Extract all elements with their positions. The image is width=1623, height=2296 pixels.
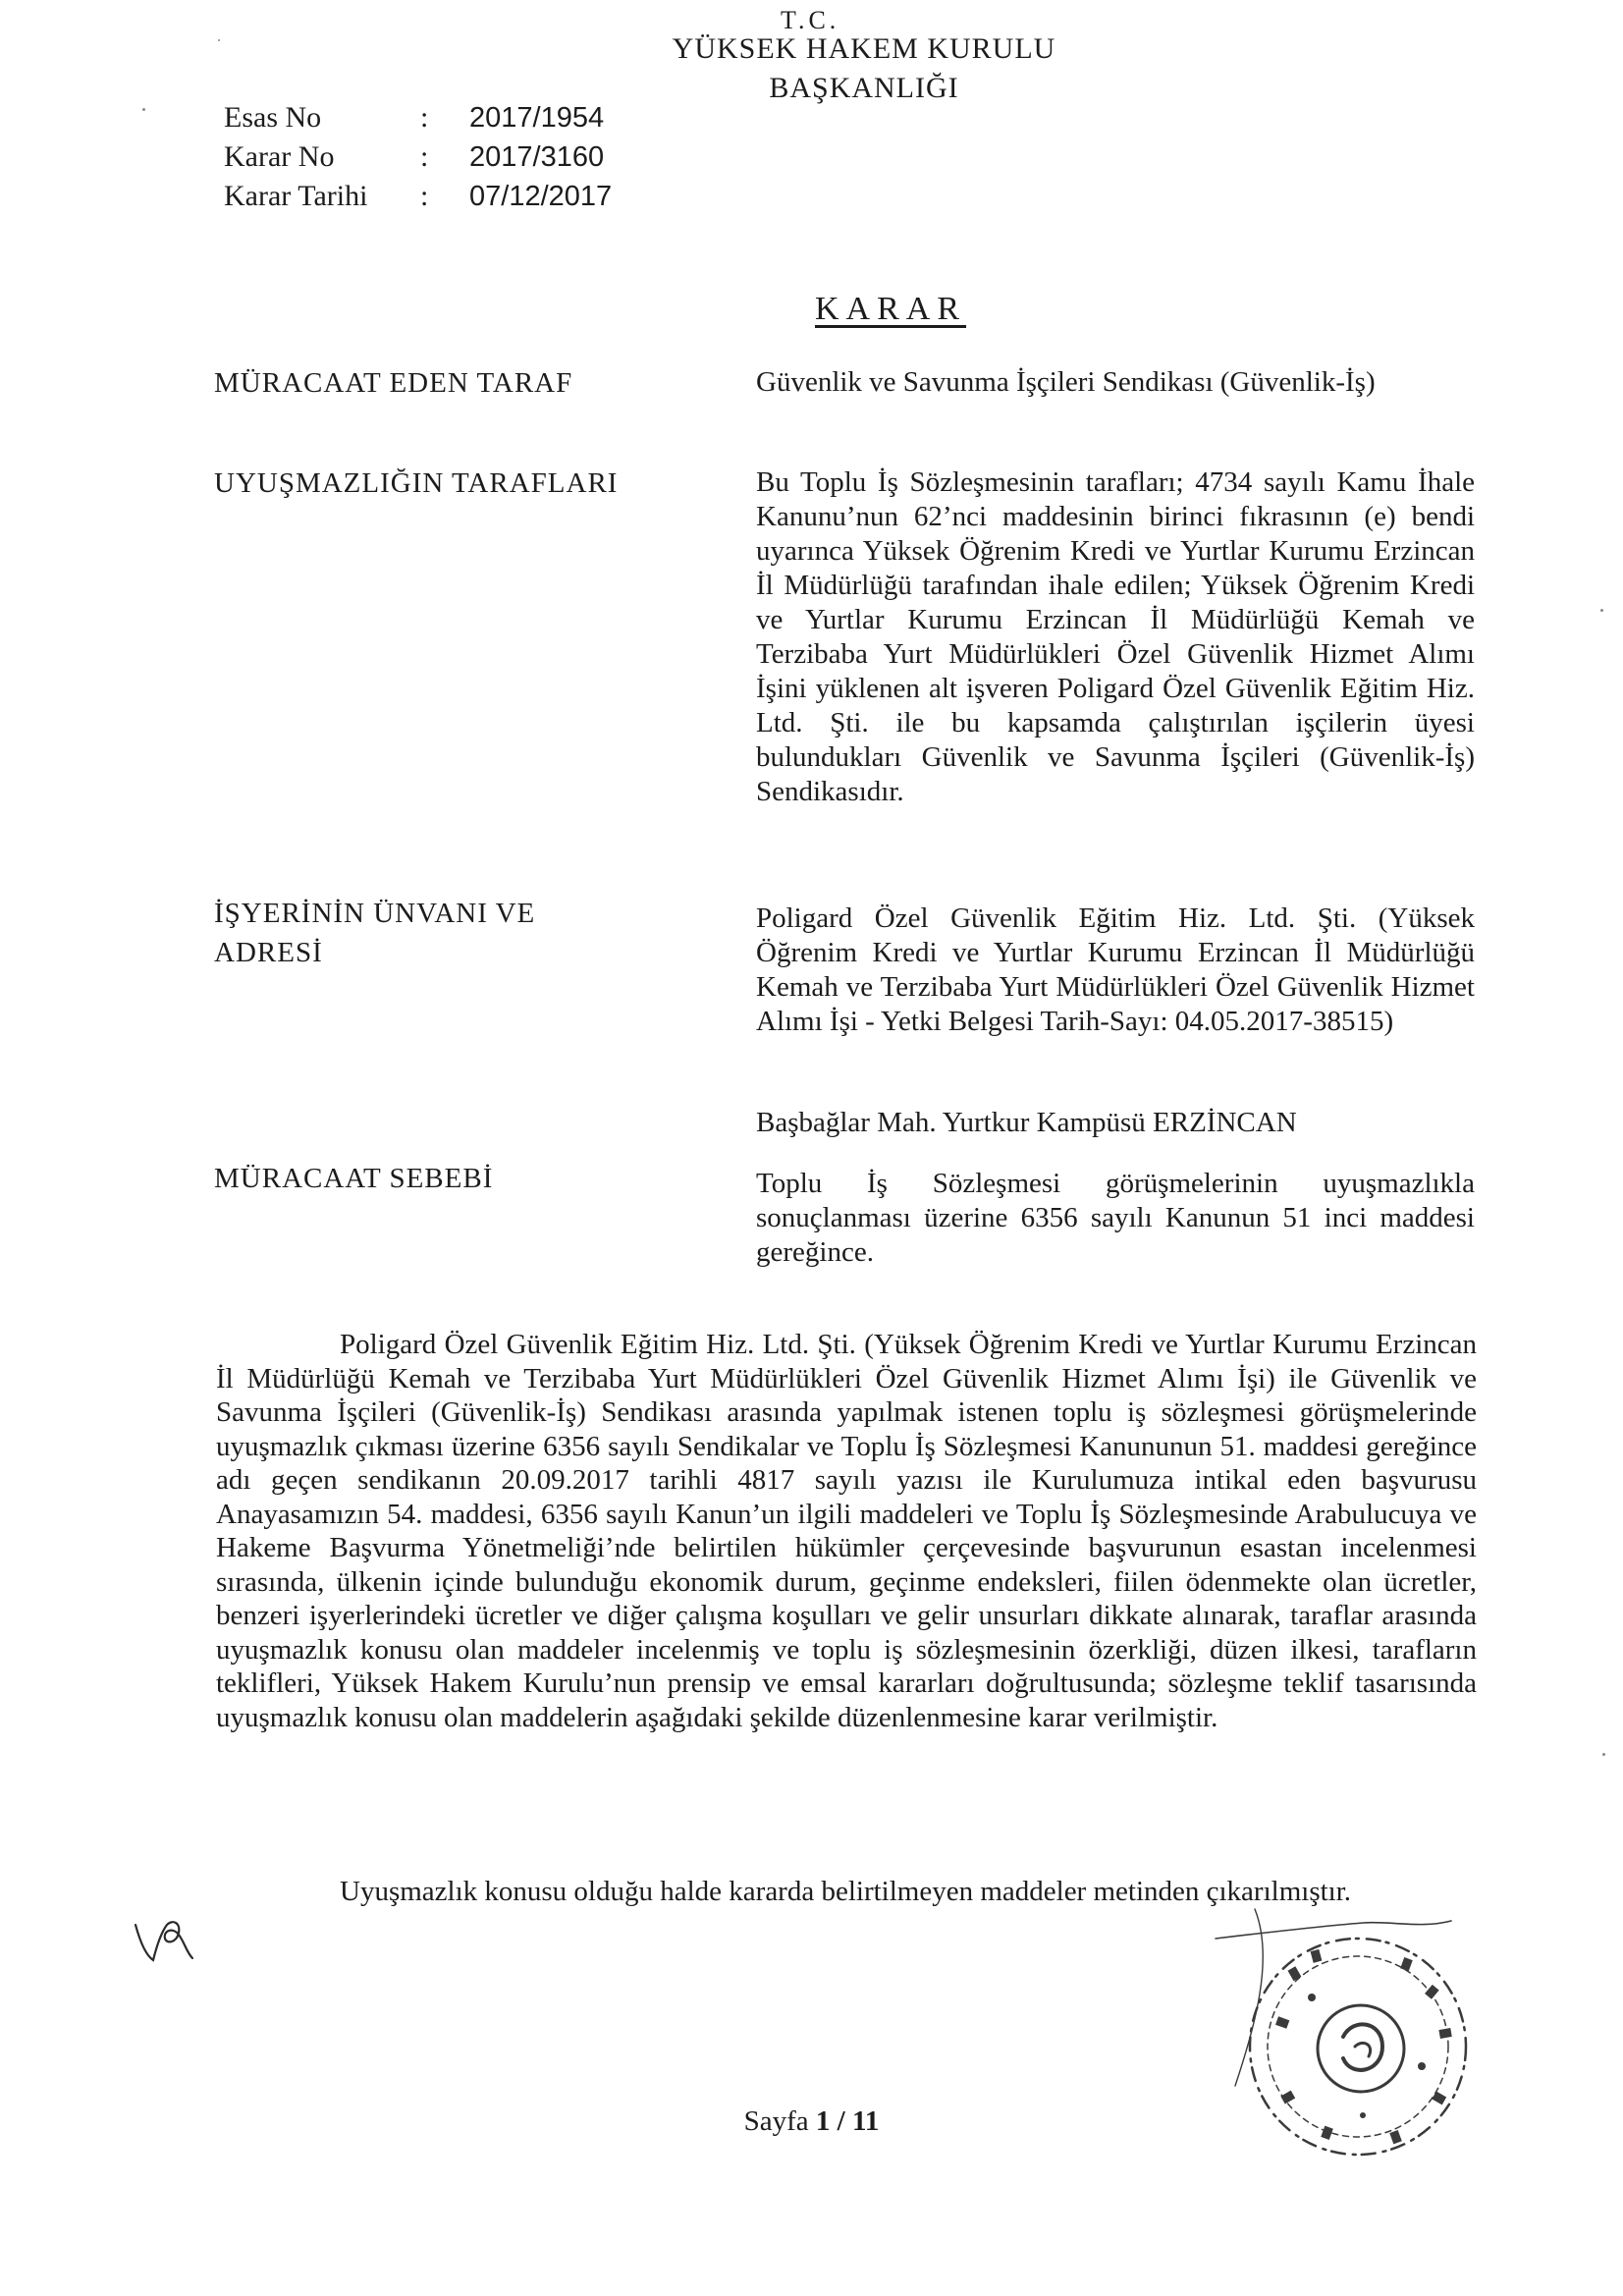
tc-mark: T.C. (781, 6, 840, 34)
body-paragraph: Poligard Özel Güvenlik Eğitim Hiz. Ltd. Şti. (Yüksek Öğrenim Kredi ve Yurtlar Kurumu Erzincan İl Müdürlüğü Kemah ve Terzibaba Yurt Müdürlükleri Özel Güvenlik Hizmet Alımı İşi) ile Güvenlik ve Savunma İşçileri (Güvenlik-İş) Sendikası arasında yapılmak istenen toplu iş sözleşmesi görüşmelerinde uyuşmazlık çıkması üzerine 6356 sayılı Sendikalar ve Toplu İş Sözleşmesi Kanununun 51. maddesi gereğince adı geçen sendikanın 20.09.2017 tarihli 4817 sayılı yazısı ile Kurulumuza intikal eden başvurusu Anayasamızın 54. maddesi, 6356 sayılı Kanun’un ilgili maddeleri ve Toplu İş Sözleşmesinde Arabulucuya ve Hakeme Başvurma Yönetmeliği’nde belirtilen hükümler çerçevesinde başvurunun esastan incelenmesi sırasında, ülkenin içinde bulunduğu ekonomik durum, geçinme endeksleri, fiilen ödenmekte olan ücretler, benzeri işyerlerindeki ücretler ve diğer çalışma koşulları ve gelir unsurları dikkate alınarak, taraflar arasında uyuşmazlık konusu olan maddeler incelenmiş ve toplu iş sözleşmesinin özerkliği, düzen ilkesi, tarafların teklifleri, Yüksek Hakem Kurulu’nun prensip ve emsal kararları doğrultusunda; sözleşme teklif tasarısında uyuşmazlık konusu olan maddelerin aşağıdaki şekilde düzenlenmesine karar verilmiştir. (216, 1329, 1477, 1733)
scan-speck (1602, 1753, 1605, 1756)
section-label-sebep: MÜRACAAT SEBEBİ (214, 1163, 494, 1194)
page-label: Sayfa (743, 2105, 809, 2137)
section-text-sebep: Toplu İş Sözleşmesi görüşmelerinin uyuşmazlıkla sonuçlanması üzerine 6356 sayılı Kanunun 51 inci maddesi gereğince. (756, 1168, 1475, 1268)
meta-row-tarih (224, 177, 612, 216)
section-label-line: İŞYERİNİN ÜNVANI VE (214, 898, 536, 929)
meta-row-karar (224, 137, 612, 177)
meta-separator: : (420, 101, 429, 134)
meta-value: 2017/3160 (469, 141, 605, 173)
institution-unit: BAŞKANLIĞI (769, 72, 959, 104)
institution-header (658, 29, 1070, 108)
meta-label: Karar No (224, 140, 335, 173)
body-paragraph: Uyuşmazlık konusu olduğu halde kararda belirtilmeyen maddeler metinden çıkarılmıştır. (340, 1876, 1352, 1907)
section-text-isyeri-address: Başbağlar Mah. Yurtkur Kampüsü ERZİNCAN (756, 1107, 1297, 1138)
meta-label: Esas No (224, 101, 322, 134)
document-title: KARAR (815, 291, 967, 327)
meta-separator: : (420, 180, 429, 212)
section-text-isyeri: Poligard Özel Güvenlik Eğitim Hiz. Ltd. Şti. (Yüksek Öğrenim Kredi ve Yurtlar Kurumu Erzincan İl Müdürlüğü Kemah ve Terzibaba Yurt Müdürlükleri Özel Güvenlik Hizmet Alımı İşi - Yetki Belgesi Tarih-Sayı: 04.05.2017-38515) (756, 902, 1475, 1037)
section-label-isyeri (214, 894, 705, 972)
page-footer (0, 2105, 1623, 2138)
institution-name: YÜKSEK HAKEM KURULU (672, 32, 1056, 65)
section-label-line: ADRESİ (214, 937, 323, 968)
section-label-muracaat-eden: MÜRACAAT EDEN TARAF (214, 367, 573, 399)
meta-value: 2017/1954 (469, 102, 605, 134)
scan-speck (142, 108, 145, 111)
official-seal-stamp (1196, 1899, 1490, 2194)
page-number: 1 / 11 (815, 2105, 880, 2137)
scan-speck (218, 39, 220, 41)
handwritten-initial (128, 1905, 206, 1974)
case-metadata (224, 98, 612, 216)
meta-label: Karar Tarihi (224, 180, 368, 212)
meta-row-esas (224, 98, 612, 137)
meta-separator: : (420, 140, 429, 173)
section-label-taraflar: UYUŞMAZLIĞIN TARAFLARI (214, 467, 619, 499)
section-text-taraflar: Bu Toplu İş Sözleşmesinin tarafları; 4734 sayılı Kamu İhale Kanunu’nun 62’nci maddesinin birinci fıkrasının (e) bendi uyarınca Yüksek Öğrenim Kredi ve Yurtlar Kurumu Erzincan İl Müdürlüğü tarafından ihale edilen; Yüksek Öğrenim Kredi ve Yurtlar Kurumu Erzincan İl Müdürlüğü Kemah ve Terzibaba Yurt Müdürlükleri Özel Güvenlik Hizmet Alımı İşini yüklenen alt işveren Poligard Özel Güvenlik Eğitim Hiz. Ltd. Şti. ile bu kapsamda çalıştırılan işçilerin üyesi bulundukları Güvenlik ve Savunma İşçileri (Güvenlik-İş) Sendikasıdır. (756, 466, 1475, 807)
scan-speck (1600, 609, 1603, 612)
section-text-muracaat-eden: Güvenlik ve Savunma İşçileri Sendikası (Güvenlik-İş) (756, 366, 1376, 398)
meta-value: 07/12/2017 (469, 181, 613, 212)
